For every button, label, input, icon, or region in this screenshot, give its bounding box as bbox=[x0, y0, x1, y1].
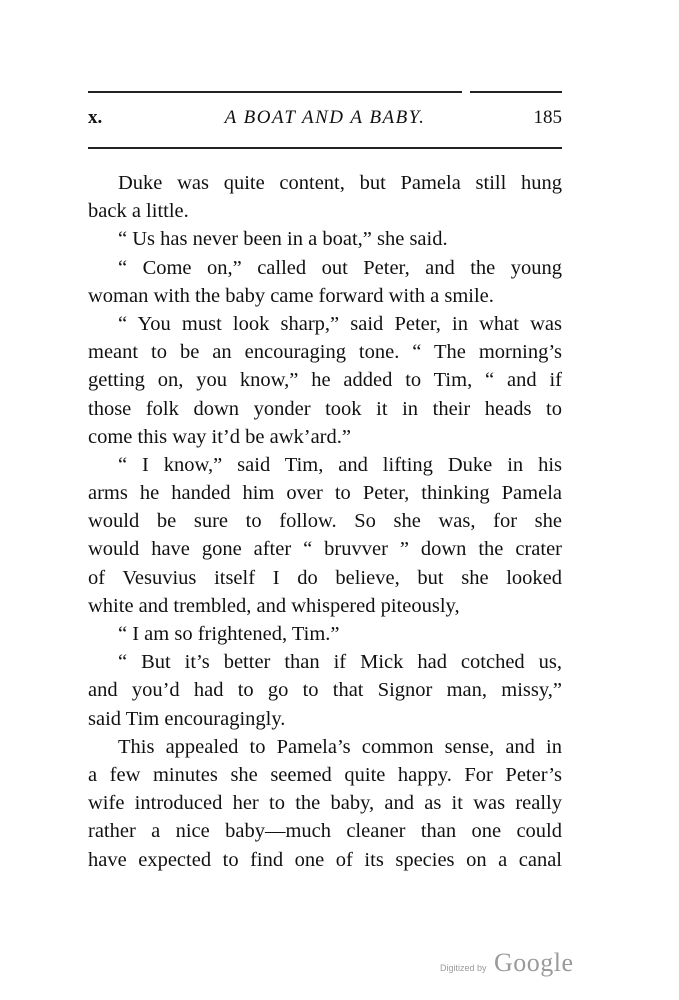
text-line: “ I am so frightened, Tim.” bbox=[118, 623, 340, 645]
text-line: those folk down yonder took it in their heads to bbox=[88, 397, 562, 420]
text-line: woman with the baby came forward with a smile. bbox=[88, 284, 494, 307]
text-line: This appealed to Pamela’s common sense, and in bbox=[118, 735, 562, 758]
text-line: have expected to find one of its species on a canal bbox=[88, 848, 562, 871]
text-line: of Vesuvius itself I do believe, but she looked bbox=[88, 566, 562, 589]
running-title: A BOAT AND A BABY. bbox=[224, 107, 426, 128]
text-line: and you’d had to go to that Signor man, missy,” bbox=[88, 679, 562, 702]
text-line: “ Come on,” called out Peter, and the young bbox=[118, 256, 562, 279]
text-line: meant to be an encouraging tone. “ The morning’s bbox=[88, 341, 562, 364]
text-line: getting on, you know,” he added to Tim, “ and if bbox=[88, 369, 562, 392]
text-line: Duke was quite content, but Pamela still hung bbox=[118, 172, 562, 194]
header-rule-top-left bbox=[88, 91, 462, 93]
text-line: white and trembled, and whispered piteously, bbox=[88, 594, 460, 617]
body-text bbox=[88, 169, 562, 874]
text-line: come this way it’d be awk’ard.” bbox=[88, 425, 351, 448]
text-line: “ I know,” said Tim, and lifting Duke in his bbox=[118, 453, 562, 476]
text-line: rather a nice baby—much cleaner than one could bbox=[88, 820, 562, 843]
header-rule-bottom bbox=[88, 147, 562, 149]
text-line: would have gone after “ bruvver ” down the crater bbox=[88, 538, 562, 561]
watermark-logo: Google bbox=[494, 948, 574, 977]
text-line: wife introduced her to the baby, and as it was really bbox=[88, 792, 562, 815]
text-line: back a little. bbox=[88, 200, 189, 223]
text-line: “ But it’s better than if Mick had cotched us, bbox=[118, 651, 562, 674]
header-rule-top-right bbox=[470, 91, 562, 93]
chapter-number: x. bbox=[88, 107, 103, 128]
text-line: arms he handed him over to Peter, thinking Pamela bbox=[88, 482, 562, 505]
text-line: “ Us has never been in a boat,” she said. bbox=[118, 228, 448, 251]
text-line: said Tim encouragingly. bbox=[88, 707, 286, 730]
text-line: would be sure to follow. So she was, for she bbox=[88, 510, 562, 533]
text-line: “ You must look sharp,” said Peter, in what was bbox=[118, 312, 562, 335]
page-number: 185 bbox=[533, 107, 562, 128]
watermark-prefix: Digitized by bbox=[440, 963, 487, 973]
digitized-watermark bbox=[440, 950, 580, 980]
running-header bbox=[88, 107, 562, 133]
text-line: a few minutes she seemed quite happy. For Peter’s bbox=[88, 763, 562, 786]
